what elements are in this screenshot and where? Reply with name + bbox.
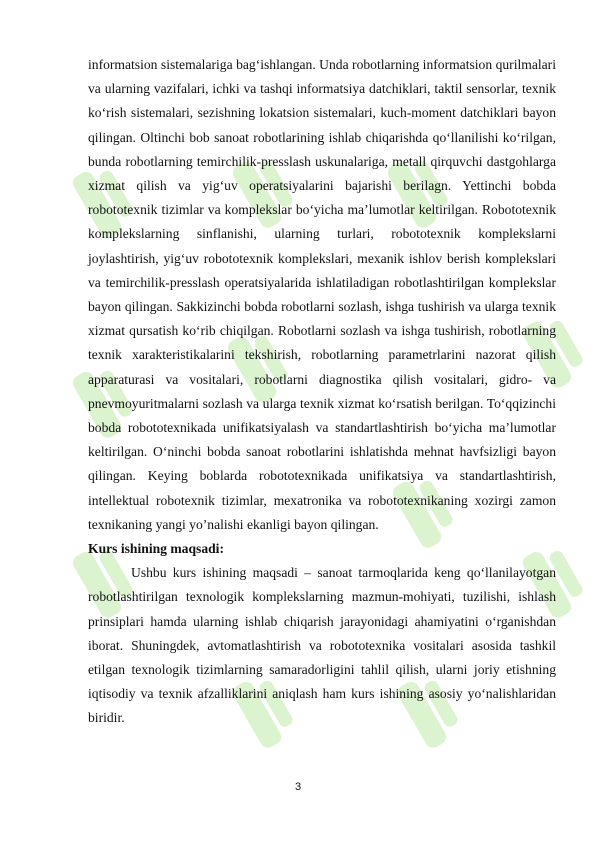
section-heading: Kurs ishining maqsadi:: [88, 541, 224, 557]
page-content: [88, 53, 556, 731]
body-paragraph-1: informatsion sistemalariga bag‘ishlangan. Unda robotlarning informatsion qurilmalari va ularning vazifalari, ichki va tashqi informatsiya datchiklari, taktil sensorlar, texnik ko‘rish sistemalari, sezishning lokatsion sistemalari, kuch-moment datchiklari bayon qilingan. Oltinchi bob sanoat robotlarining ishlab chiqarishda qo‘llanilishi ko‘rilgan, bunda robotlarning temirchilik-presslash uskunalariga, metall qirquvchi dastgohlarga xizmat qilish va yig‘uv operatsiyalarini bajarishi berilagn. Yettinchi bobda robototexnik tizimlar va komplekslar bo‘yicha ma’lumotlar keltirilgan. Robototexnik komplekslarning sinflanishi, ularning turlari, robototexnik komplekslarni joylashtirish, yig‘uv robototexnik komplekslari, mexanik ishlov berish komplekslari va temirchilik-presslash operatsiyalarida ishlatiladigan robotlashtirilgan komplekslar bayon qilingan. Sakkizinchi bobda robotlarni sozlash, ishga tushirish va ularga texnik xizmat qursatish ko‘rib chiqilgan. Robotlarni sozlash va ishga tushirish, robotlarning texnik xarakteristikalarini tekshirish, robotlarning parametrlarini nazorat qilish apparaturasi va vositalari, robotlarni diagnostika qilish vositalari, gidro- va pnevmoyuritmalarni sozlash va ularga texnik xizmat ko‘rsatish berilgan. To‘qqizinchi bobda robototexnikada unifikatsiyalash va standartlashtirish bo‘yicha ma’lumotlar keltirilgan. O‘ninchi bobda sanoat robotlarini ishlatishda mehnat havfsizligi bayon qilingan. Keying boblarda robototexnikada unifikatsiya va standartlashtirish, intellektual robotexnik tizimlar, mexatronika va robototexnikaning xozirgi zamon texnikaning yangi yo’nalishi ekanligi bayon qilingan.: [88, 57, 556, 532]
body-paragraph-2: Ushbu kurs ishining maqsadi – sanoat tarmoqlarida keng qo‘llanilayotgan robotlashtirilgan texnologik komplekslarning mazmun-mohiyati, tuzilishi, ishlash prinsiplari hamda ularning ishlab chiqarish jarayonidagi ahamiyatini o‘rganishdan iborat. Shuningdek, avtomatlashtirish va robototexnika vositalari asosida tashkil etilgan texnologik tizimlarning samaradorligini tahlil qilish, ularni joriy etishning iqtisodiy va texnik afzalliklarini aniqlash ham kurs ishining asosiy yo‘nalishlaridan biridir.: [88, 565, 556, 726]
page-number: 3: [294, 781, 302, 793]
